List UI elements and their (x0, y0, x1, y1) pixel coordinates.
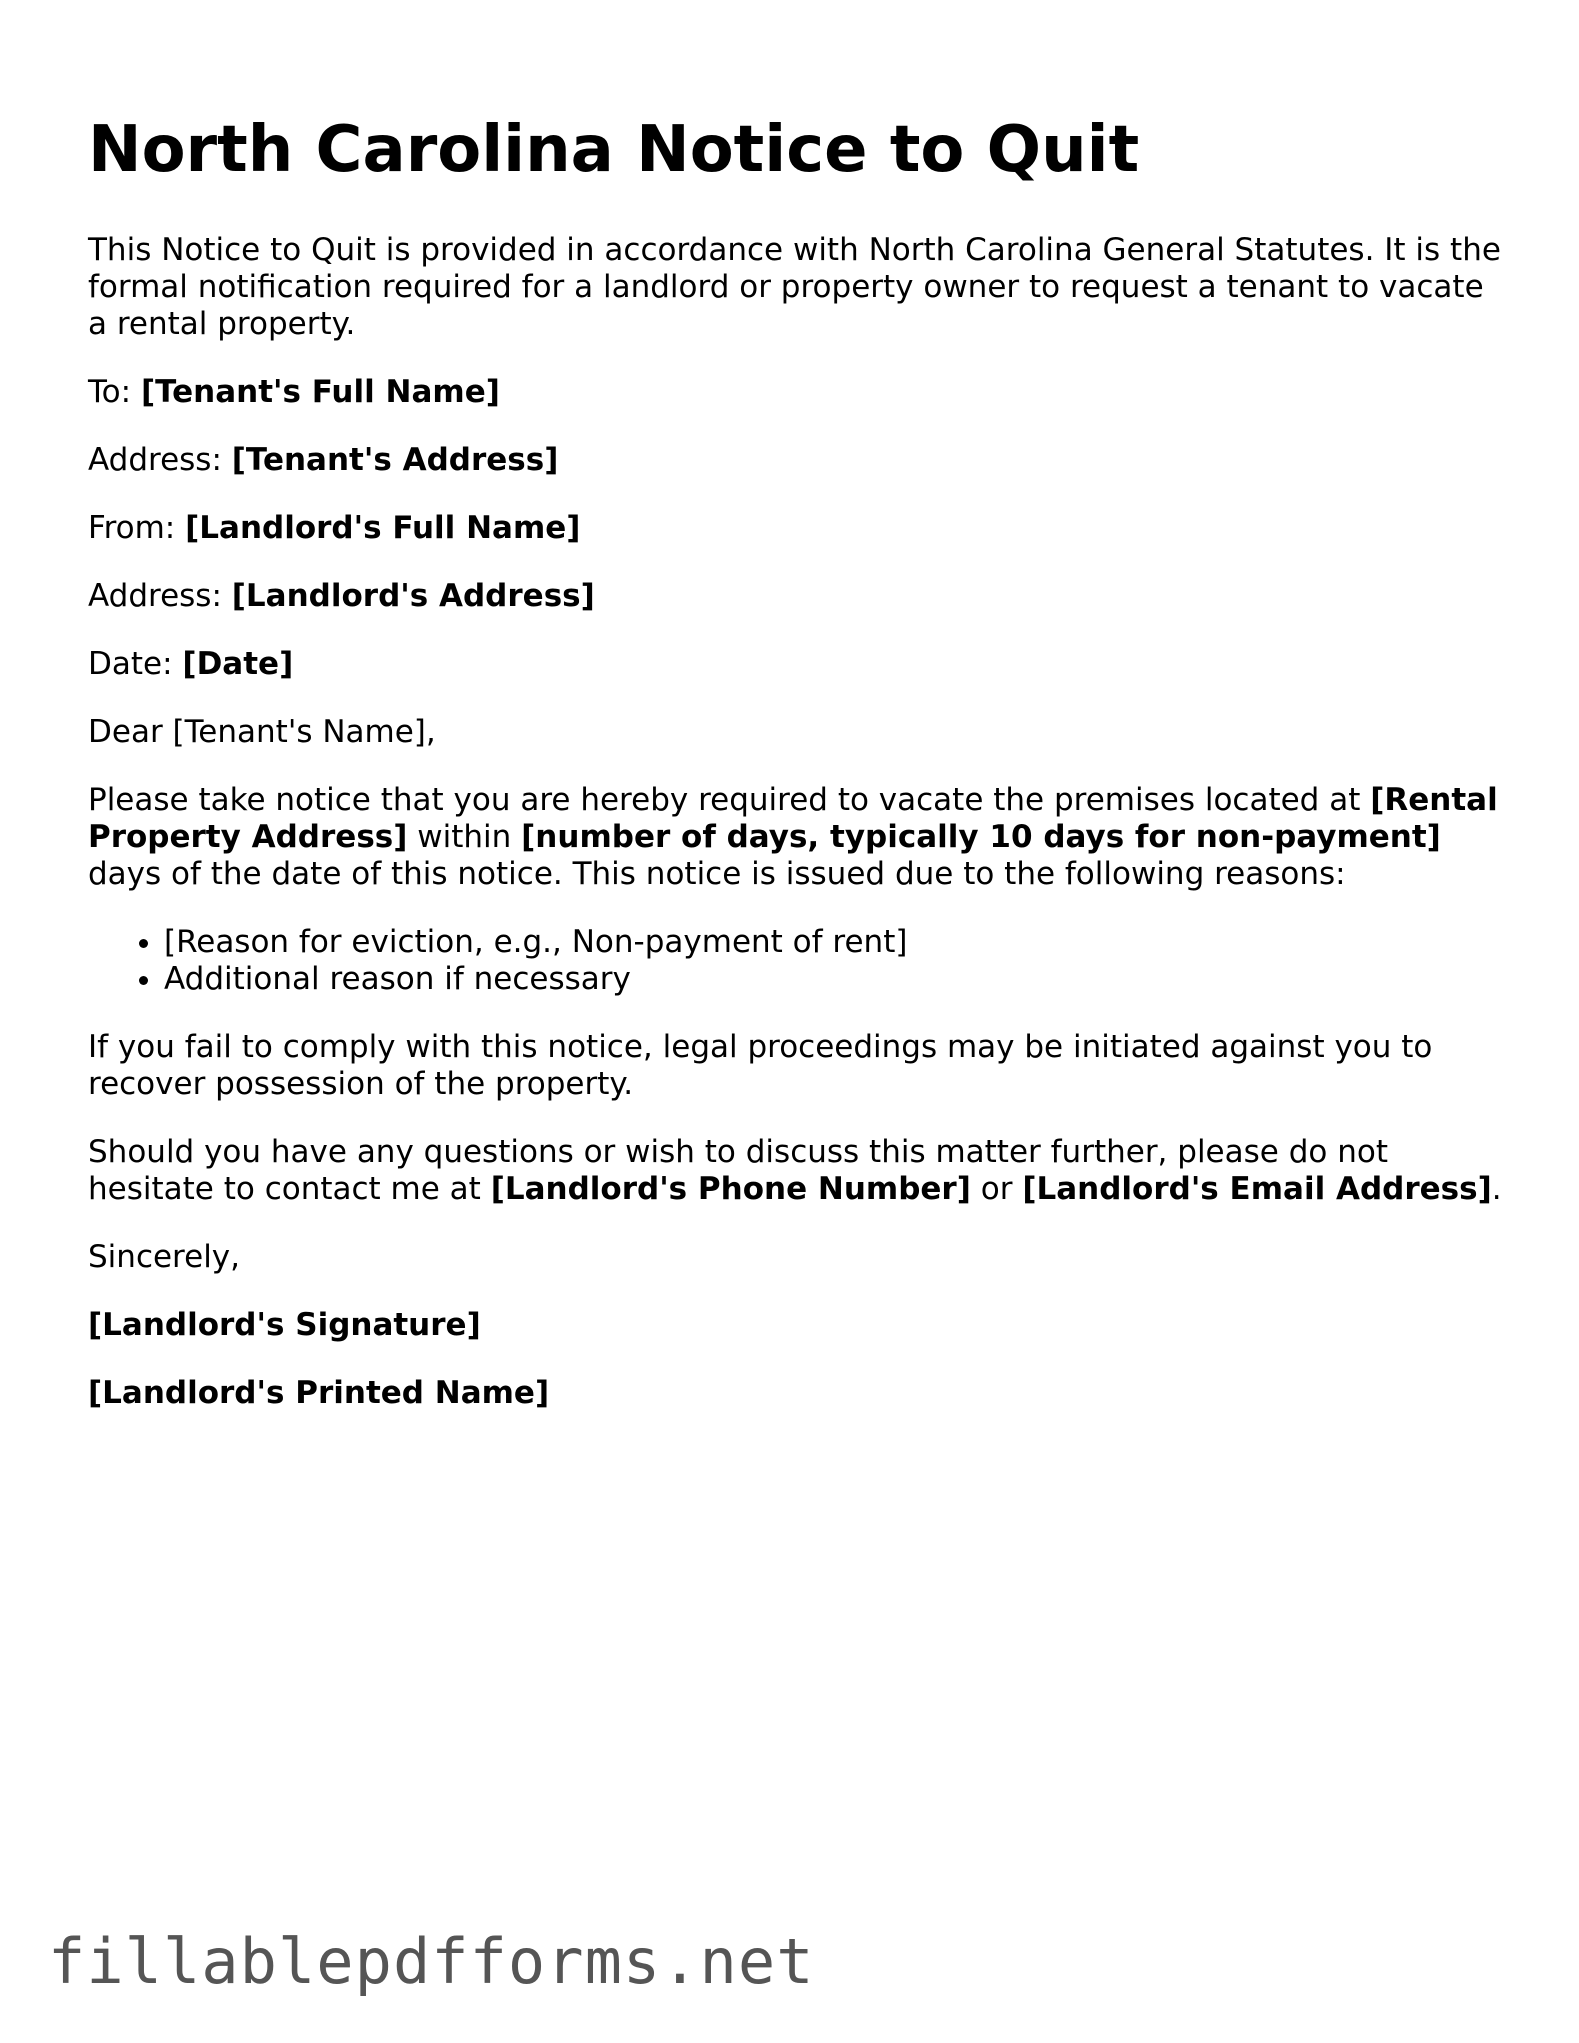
landlord-email: [Landlord's Email Address] (1022, 1171, 1492, 1207)
date-value: [Date] (182, 646, 294, 682)
landlord-printed-name: [Landlord's Printed Name] (88, 1375, 550, 1411)
notice-days: [number of days, typically 10 days for non-payment] (521, 819, 1441, 855)
notice-paragraph (88, 782, 1508, 893)
notice-text-3: days of the date of this notice. This notice is issued due to the following reasons: (88, 856, 1346, 892)
reasons-list (88, 924, 1508, 998)
from-field (88, 510, 1508, 547)
intro-paragraph: This Notice to Quit is provided in accordance with North Carolina General Statutes. It is the formal notification required for a landlord or property owner to request a tenant to vacate a rental property. (88, 232, 1501, 342)
document-page (88, 108, 1508, 1443)
to-label: To: (88, 374, 132, 410)
date-field (88, 646, 1508, 683)
closing: Sincerely, (88, 1239, 241, 1275)
list-item: • Additional reason if necessary (164, 961, 1508, 998)
contact-text-1: Should you have any questions or wish to discuss this matter further, please do not hesitate to contact me at (88, 1134, 1388, 1207)
tenant-address-value: [Tenant's Address] (231, 442, 559, 478)
watermark: fillablepdfforms.net (48, 1925, 815, 1998)
printed-name-line (88, 1375, 1508, 1412)
list-item: • [Reason for eviction, e.g., Non-payment of rent] (164, 924, 1508, 961)
rental-property-address: [Rental Property Address] (88, 782, 1498, 855)
notice-text-1: Please take notice that you are hereby required to vacate the premises located at (88, 782, 1371, 818)
landlord-address-label: Address: (88, 578, 222, 614)
tenant-address-label: Address: (88, 442, 222, 478)
signature-line (88, 1307, 1508, 1344)
date-label: Date: (88, 646, 173, 682)
from-label: From: (88, 510, 176, 546)
landlord-phone: [Landlord's Phone Number] (490, 1171, 971, 1207)
landlord-signature: [Landlord's Signature] (88, 1307, 481, 1343)
landlord-address-value: [Landlord's Address] (231, 578, 595, 614)
contact-paragraph (88, 1134, 1508, 1208)
page-title: North Carolina Notice to Quit (88, 113, 1140, 187)
warning-paragraph: If you fail to comply with this notice, legal proceedings may be initiated against you to recover possession of the property. (88, 1029, 1433, 1102)
to-field (88, 374, 1508, 411)
tenant-address-field (88, 442, 1508, 479)
to-value: [Tenant's Full Name] (140, 374, 500, 410)
from-value: [Landlord's Full Name] (185, 510, 581, 546)
salutation: Dear [Tenant's Name], (88, 714, 436, 750)
contact-text-3: . (1491, 1171, 1502, 1207)
landlord-address-field (88, 578, 1508, 615)
contact-text-2: or (970, 1171, 1023, 1207)
notice-text-2: within (407, 819, 522, 855)
